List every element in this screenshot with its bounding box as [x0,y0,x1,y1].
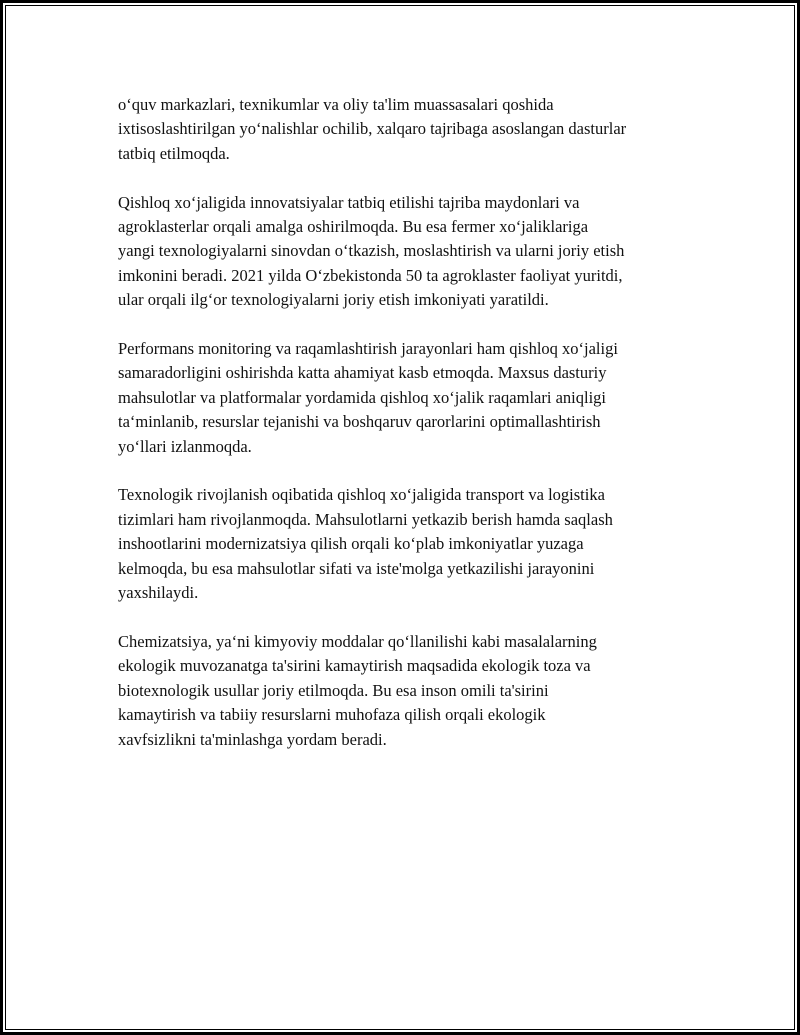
text-line: Qishloq xo‘jaligida innovatsiyalar tatbiq etilishi tajriba maydonlari va [118,192,580,212]
text-line: xavfsizlikni ta'minlashga yordam beradi. [118,729,387,749]
text-line: biotexnologik usullar joriy etilmoqda. Bu esa inson omili ta'sirini [118,680,549,700]
text-line: ixtisoslashtirilgan yo‘nalishlar ochilib, xalqaro tajribaga asoslangan dasturlar [118,119,627,139]
text-line: kamaytirish va tabiiy resurslarni muhofaza qilish orqali ekologik [118,705,546,725]
text-line: samaradorligini oshirishda katta ahamiyat kasb etmoqda. Maxsus dasturiy [118,363,607,383]
paragraph-logistics [118,483,693,605]
text-line: o‘quv markazlari, texnikumlar va oliy ta'lim muassasalari qoshida [118,95,554,114]
document-body [118,93,693,776]
paragraph-chemization [118,630,693,752]
text-line: ta‘minlanib, resurslar tejanishi va boshqaruv qarorlarini optimallashtirish [118,412,601,432]
text-line: inshootlarini modernizatsiya qilish orqali ko‘plab imkoniyatlar yuzaga [118,534,584,554]
text-line: yaxshilaydi. [118,583,199,603]
text-line: mahsulotlar va platformalar yordamida qishloq xo‘jalik raqamlari aniqligi [118,387,606,407]
paragraph-education [118,93,693,166]
text-line: imkonini beradi. 2021 yilda O‘zbekistonda 50 ta agroklaster faoliyat yuritdi, [118,265,623,285]
paragraph-monitoring [118,337,693,459]
text-line: ekologik muvozanatga ta'sirini kamaytirish maqsadida ekologik toza va [118,656,591,676]
paragraph-innovations [118,191,693,313]
text-line: kelmoqda, bu esa mahsulotlar sifati va iste'molga yetkazilishi jarayonini [118,558,595,578]
text-line: tizimlari ham rivojlanmoqda. Mahsulotlarni yetkazib berish hamda saqlash [118,509,613,529]
text-line: yangi texnologiyalarni sinovdan o‘tkazish, moslashtirish va ularni joriy etish [118,241,625,261]
text-line: Chemizatsiya, ya‘ni kimyoviy moddalar qo‘llanilishi kabi masalalarning [118,631,597,651]
text-line: Performans monitoring va raqamlashtirish jarayonlari ham qishloq xo‘jaligi [118,339,618,359]
text-line: tatbiq etilmoqda. [118,143,230,163]
text-line: ular orqali ilg‘or texnologiyalarni joriy etish imkoniyati yaratildi. [118,290,549,310]
text-line: Texnologik rivojlanish oqibatida qishloq xo‘jaligida transport va logistika [118,485,605,505]
text-line: yo‘llari izlanmoqda. [118,436,252,456]
text-line: agroklasterlar orqali amalga oshirilmoqda. Bu esa fermer xo‘jaliklariga [118,217,589,237]
